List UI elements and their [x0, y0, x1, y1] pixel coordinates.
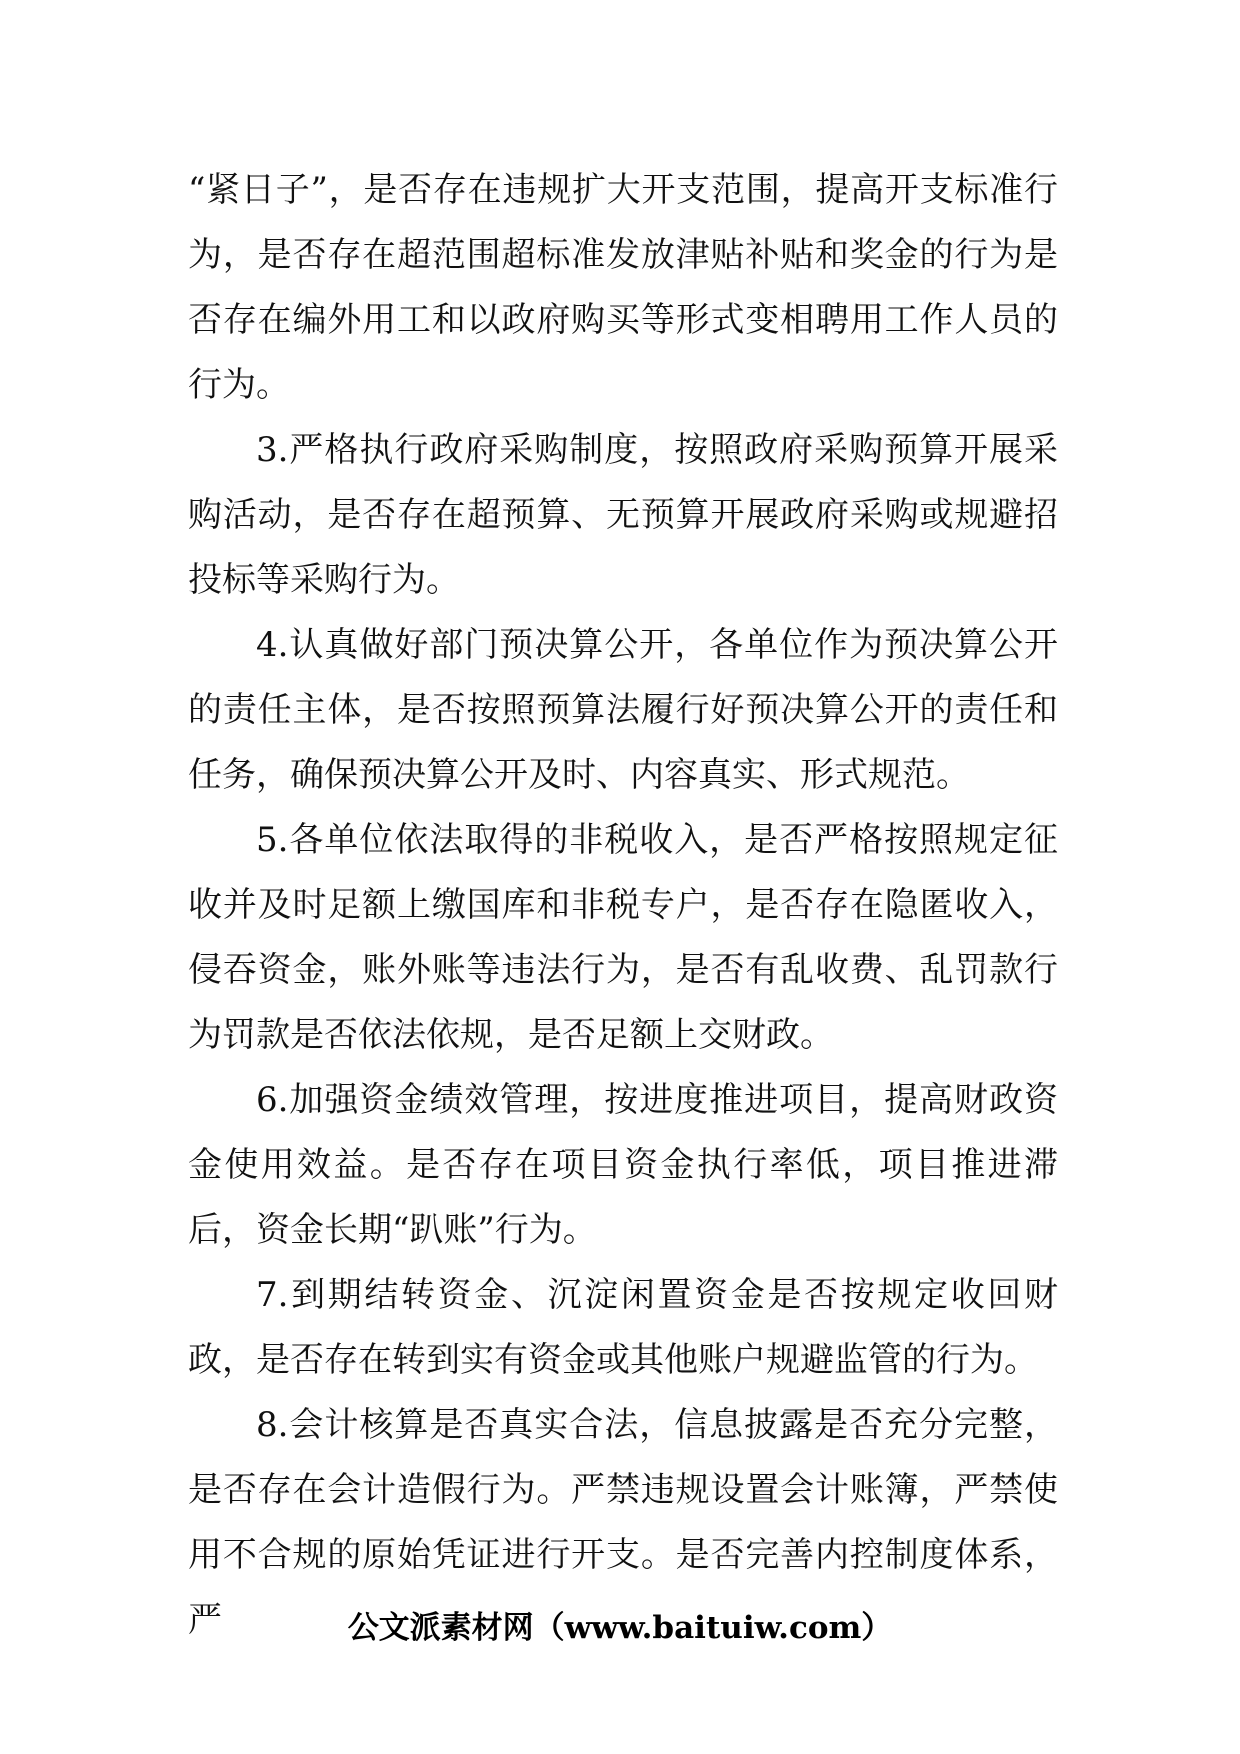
- paragraph-continuation: “紧日子”，是否存在违规扩大开支范围，提高开支标准行为，是否存在超范围超标准发放津贴补贴和奖金的行为是否存在编外用工和以政府购买等形式变相聘用工作人员的行为。: [188, 170, 1058, 405]
- paragraph-item-5: 5.各单位依法取得的非税收入，是否严格按照规定征收并及时足额上缴国库和非税专户，是否存在隐匿收入，侵吞资金，账外账等违法行为，是否有乱收费、乱罚款行为罚款是否依法依规，是否足额上交财政。: [188, 820, 1058, 1055]
- document-body: [188, 158, 1058, 1653]
- paragraph-item-4: 4.认真做好部门预决算公开，各单位作为预决算公开的责任主体，是否按照预算法履行好预决算公开的责任和任务，确保预决算公开及时、内容真实、形式规范。: [188, 625, 1058, 795]
- paragraph-item-7: 7.到期结转资金、沉淀闲置资金是否按规定收回财政，是否存在转到实有资金或其他账户规避监管的行为。: [188, 1275, 1058, 1380]
- paragraph-item-3: 3.严格执行政府采购制度，按照政府采购预算开展采购活动，是否存在超预算、无预算开展政府采购或规避招投标等采购行为。: [188, 430, 1058, 600]
- footer-watermark: 公文派素材网（www.baituiw.com）: [347, 1610, 893, 1646]
- paragraph-item-8: 8.会计核算是否真实合法，信息披露是否充分完整，是否存在会计造假行为。严禁违规设置会计账簿，严禁使用不合规的原始凭证进行开支。是否完善内控制度体系，严: [188, 1405, 1058, 1640]
- paragraph-item-6: 6.加强资金绩效管理，按进度推进项目，提高财政资金使用效益。是否存在项目资金执行率低，项目推进滞后，资金长期“趴账”行为。: [188, 1080, 1058, 1250]
